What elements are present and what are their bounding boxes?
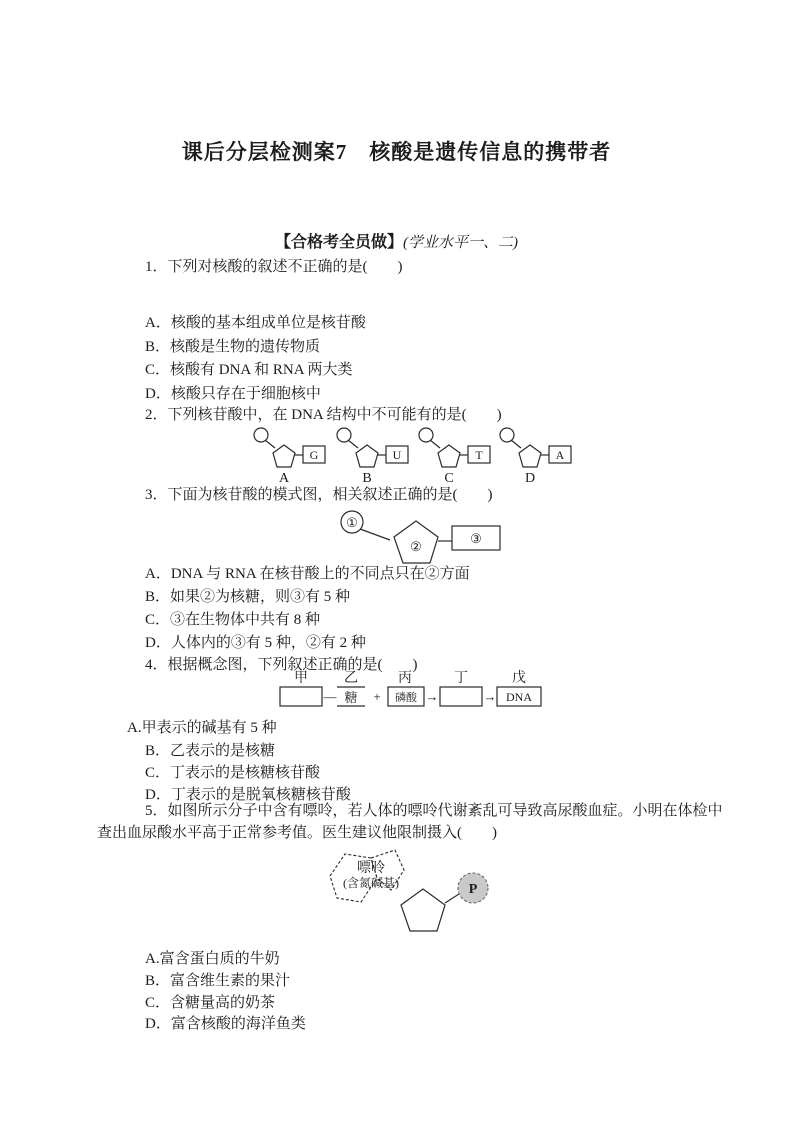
- q5-option-a: A.富含蛋白质的牛奶: [145, 951, 280, 967]
- phosphate-letter: P: [468, 882, 478, 897]
- q4-option-c: C．丁表示的是核糖核苷酸: [145, 765, 321, 781]
- concept-item-phosphate: 磷酸: [395, 692, 417, 704]
- page-title: 课后分层检测案7 核酸是遗传信息的携带者: [181, 140, 612, 164]
- purine-label-line1: 嘌呤: [357, 861, 385, 876]
- q4-option-b: B．乙表示的是核糖: [145, 743, 276, 759]
- phosphate-circle-icon: [254, 428, 268, 442]
- concept-item-sugar: 糖: [344, 690, 358, 705]
- sugar-pentagon-icon: [356, 445, 378, 467]
- q5-option-c: C．含糖量高的奶茶: [145, 995, 276, 1011]
- q3-option-a: A．DNA 与 RNA 在核苷酸上的不同点只在②方面: [145, 566, 470, 582]
- connector-plus: +: [373, 689, 381, 704]
- q5-stem-line2: 查出血尿酸水平高于正常参考值。医生建议他限制摄入( ): [97, 825, 497, 841]
- phosphate-circle-icon: [419, 428, 433, 442]
- q1-option-b: B．核酸是生物的遗传物质: [145, 339, 321, 355]
- concept-label-yi: 乙: [344, 671, 358, 686]
- section-note: (学业水平一、二): [403, 235, 518, 251]
- sugar-pentagon-icon: [438, 445, 460, 467]
- concept-label-bing: 丙: [398, 671, 412, 686]
- diagram-label: C: [444, 471, 454, 486]
- diagram-label: D: [524, 471, 536, 486]
- diagram-label: A: [278, 471, 290, 486]
- q4-option-a: A.甲表示的碱基有 5 种: [127, 720, 277, 736]
- connector-arrow-1: →: [425, 689, 439, 704]
- q2-nucleotide-diagram-d: [496, 426, 576, 484]
- q2-nucleotide-diagram-c: [415, 426, 495, 484]
- component-2-label: ②: [410, 539, 422, 554]
- q5-stem-line1: 5．如图所示分子中含有嘌呤，若人体的嘌呤代谢紊乱可导致高尿酸血症。小明在体检中: [145, 803, 723, 819]
- base-letter: T: [475, 448, 483, 462]
- q2-nucleotide-diagram-a: [250, 426, 330, 484]
- diagram-label: B: [362, 471, 372, 486]
- concept-item-dna: DNA: [506, 690, 532, 704]
- q4-stem: 4．根据概念图，下列叙述正确的是( ): [145, 657, 418, 673]
- section-badge: 【合格考全员做】: [274, 234, 403, 251]
- component-1-label: ①: [346, 515, 358, 530]
- q1-option-d: D．核酸只存在于细胞核中: [145, 386, 321, 402]
- q4-option-d: D．丁表示的是脱氧核糖核苷酸: [145, 787, 351, 803]
- phosphate-circle-icon: [337, 428, 351, 442]
- concept-label-ding: 丁: [454, 671, 468, 686]
- sugar-pentagon-icon: [401, 889, 445, 931]
- concept-box-jia: [280, 687, 322, 706]
- concept-box-ding: [440, 687, 482, 706]
- connector-dash: —: [323, 689, 337, 704]
- component-3-label: ③: [470, 531, 482, 546]
- q3-option-d: D．人体内的③有 5 种，②有 2 种: [145, 635, 366, 651]
- q1-stem: 1．下列对核酸的叙述不正确的是( ): [145, 259, 403, 275]
- q4-concept-map-diagram: [276, 670, 551, 712]
- purine-label-line2: (含氮碱基): [343, 876, 399, 890]
- q2-nucleotide-diagram-b: [333, 426, 413, 484]
- concept-label-jia: 甲: [294, 671, 308, 686]
- section-header: [0, 229, 793, 252]
- q5-nucleotide-molecule-diagram: [313, 846, 513, 946]
- sugar-pentagon-icon: [273, 445, 295, 467]
- connector-arrow-2: →: [483, 689, 497, 704]
- sugar-pentagon-icon: [519, 445, 541, 467]
- q1-option-a: A．核酸的基本组成单位是核苷酸: [145, 315, 366, 331]
- q5-option-b: B．富含维生素的果汁: [145, 973, 291, 989]
- q3-stem: 3．下面为核苷酸的模式图，相关叙述正确的是( ): [145, 487, 493, 503]
- base-letter: G: [309, 448, 319, 462]
- phosphate-circle-icon: [500, 428, 514, 442]
- q2-stem: 2．下列核苷酸中，在 DNA 结构中不可能有的是( ): [145, 407, 502, 423]
- q5-option-d: D．富含核酸的海洋鱼类: [145, 1016, 306, 1032]
- concept-label-wu: 戊: [512, 671, 526, 686]
- q3-option-c: C．③在生物体中共有 8 种: [145, 612, 321, 628]
- q3-nucleotide-model-diagram: [328, 506, 508, 568]
- q3-option-b: B．如果②为核糖，则③有 5 种: [145, 589, 351, 605]
- q1-option-c: C．核酸有 DNA 和 RNA 两大类: [145, 362, 353, 378]
- base-letter: U: [392, 448, 402, 462]
- base-letter: A: [555, 448, 565, 462]
